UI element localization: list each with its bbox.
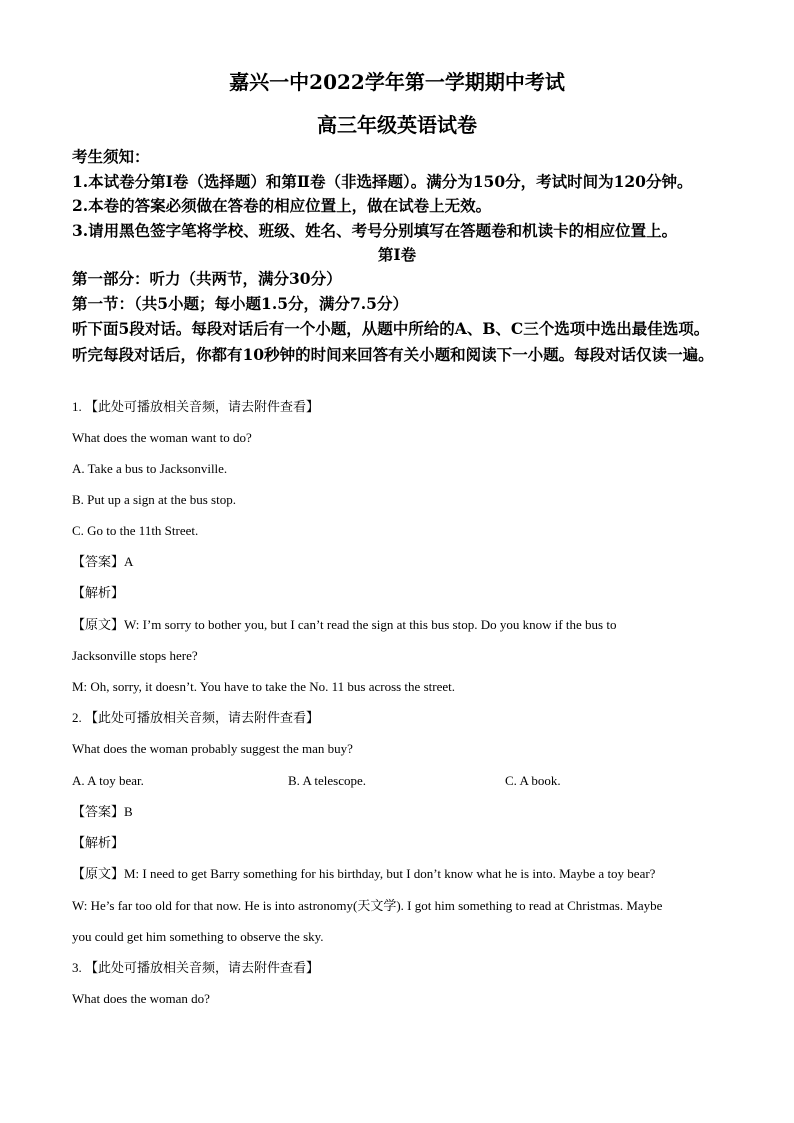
option-b: B. Put up a sign at the bus stop.: [72, 492, 236, 507]
option-b: B. A telescope.: [288, 773, 366, 788]
answer: 【答案】B: [72, 804, 133, 819]
transcript-line: M: Oh, sorry, it doesn’t. You have to take the No. 11 bus across the street.: [72, 679, 455, 694]
exam-title: 嘉兴一中2022学年第一学期期中考试: [229, 70, 565, 94]
question-label: 2. 【此处可播放相关音频，请去附件查看】: [72, 710, 320, 725]
exam-subtitle: 高三年级英语试卷: [317, 113, 477, 137]
option-a: A. A toy bear.: [72, 773, 144, 788]
transcript-line: you could get him something to observe the sky.: [72, 929, 324, 944]
answer: 【答案】A: [72, 554, 134, 569]
notice-item: 3.请用黑色签字笔将学校、班级、姓名、考号分别填写在答题卷和机读卡的相应位置上。: [72, 221, 678, 240]
option-c: C. A book.: [505, 773, 561, 788]
notice-heading: 考生须知：: [72, 147, 150, 166]
analysis-label: 【解析】: [72, 835, 125, 850]
option-a: A. Take a bus to Jacksonville.: [72, 461, 228, 476]
transcript-line: 【原文】M: I need to get Barry something for his birthday, but I don’t know what he is into. Maybe a toy bear?: [72, 866, 656, 881]
analysis-label: 【解析】: [72, 585, 125, 600]
part-title: 第一部分：听力（共两节，满分30分）: [72, 269, 342, 288]
question-stem: What does the woman probably suggest the man buy?: [72, 741, 353, 756]
option-c: C. Go to the 11th Street.: [72, 523, 199, 538]
question-label: 1. 【此处可播放相关音频，请去附件查看】: [72, 399, 320, 414]
question-stem: What does the woman do?: [72, 991, 210, 1006]
transcript-line: Jacksonville stops here?: [72, 648, 198, 663]
section-title: 第一节：（共5小题；每小题1.5分，满分7.5分）: [72, 294, 408, 313]
listening-instructions: 听下面5段对话。每段对话后有一个小题，从题中所给的A、B、C三个选项中选出最佳选项。听完每段对话后，你都有10秒钟的时间来回答有关小题和阅读下一小题。每段对话仅读一遍。: [72, 319, 714, 364]
question-stem: What does the woman want to do?: [72, 430, 252, 445]
transcript-line: 【原文】W: I’m sorry to bother you, but I can’t read the sign at this bus stop. Do you know if the bus to: [72, 617, 617, 632]
volume-title: 第Ⅰ卷: [377, 245, 417, 264]
notice-item: 1.本试卷分第Ⅰ卷（选择题）和第Ⅱ卷（非选择题）。满分为150分，考试时间为120分钟。: [72, 172, 693, 191]
transcript-line: W: He’s far too old for that now. He is into astronomy(天文学). I got him something to read at Christmas. Maybe: [72, 898, 663, 913]
question-label: 3. 【此处可播放相关音频，请去附件查看】: [72, 960, 320, 975]
notice-item: 2.本卷的答案必须做在答卷的相应位置上，做在试卷上无效。: [72, 196, 492, 215]
